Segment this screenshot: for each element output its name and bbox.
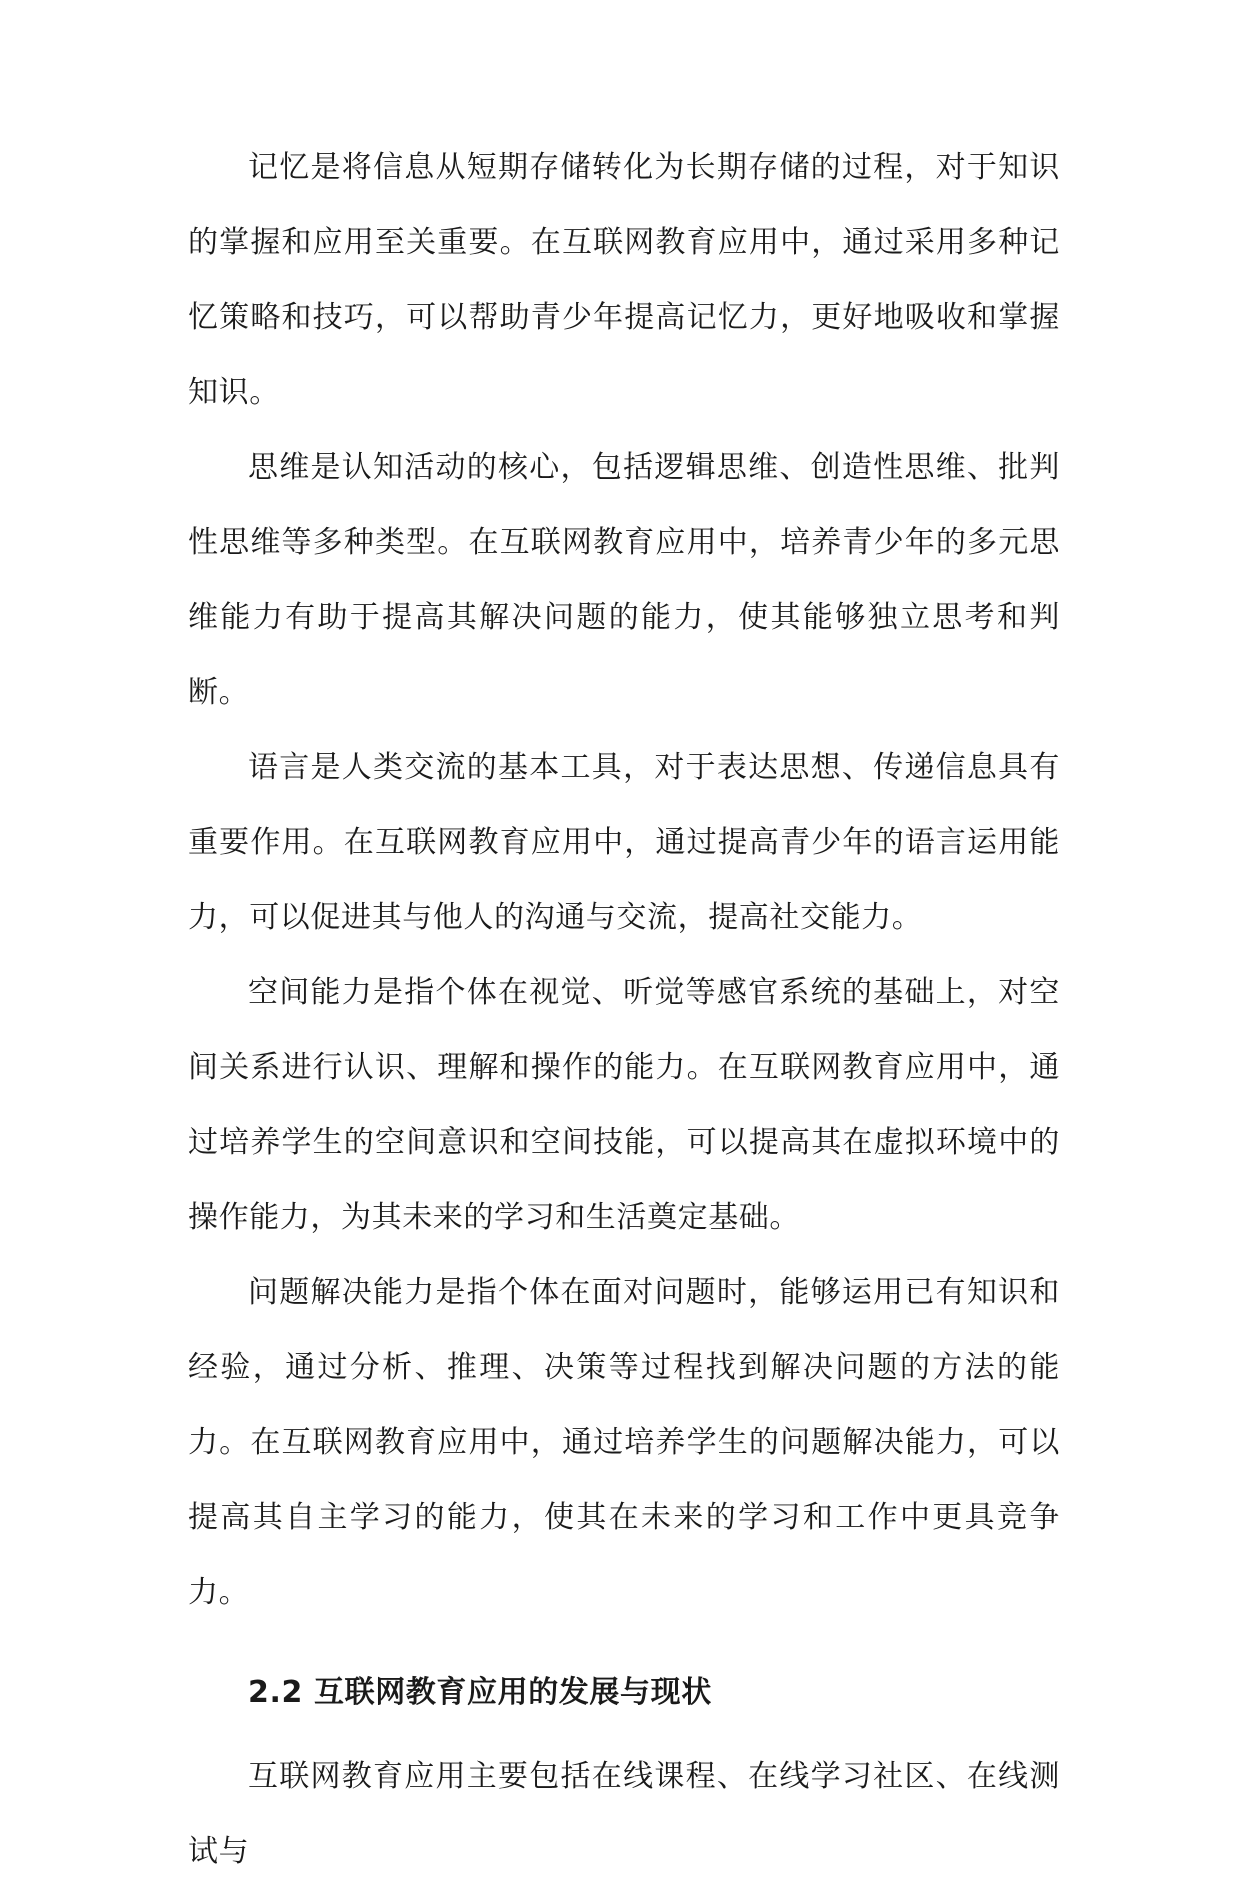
section-heading: 2.2 互联网教育应用的发展与现状: [248, 1675, 712, 1710]
document-page: [188, 130, 1060, 1889]
paragraph-thinking: 思维是认知活动的核心，包括逻辑思维、创造性思维、批判性思维等多种类型。在互联网教育应用中，培养青少年的多元思维能力有助于提高其解决问题的能力，使其能够独立思考和判断。: [188, 450, 1060, 710]
paragraph-memory: 记忆是将信息从短期存储转化为长期存储的过程，对于知识的掌握和应用至关重要。在互联网教育应用中，通过采用多种记忆策略和技巧，可以帮助青少年提高记忆力，更好地吸收和掌握知识。: [188, 150, 1060, 410]
paragraph-section-intro: 互联网教育应用主要包括在线课程、在线学习社区、在线测试与: [188, 1759, 1060, 1869]
paragraph-language: 语言是人类交流的基本工具，对于表达思想、传递信息具有重要作用。在互联网教育应用中，通过提高青少年的语言运用能力，可以促进其与他人的沟通与交流，提高社交能力。: [188, 750, 1060, 935]
paragraph-spatial-ability: 空间能力是指个体在视觉、听觉等感官系统的基础上，对空间关系进行认识、理解和操作的能力。在互联网教育应用中，通过培养学生的空间意识和空间技能，可以提高其在虚拟环境中的操作能力，为其未来的学习和生活奠定基础。: [188, 975, 1060, 1235]
paragraph-problem-solving: 问题解决能力是指个体在面对问题时，能够运用已有知识和经验，通过分析、推理、决策等过程找到解决问题的方法的能力。在互联网教育应用中，通过培养学生的问题解决能力，可以提高其自主学习的能力，使其在未来的学习和工作中更具竞争力。: [188, 1275, 1060, 1610]
